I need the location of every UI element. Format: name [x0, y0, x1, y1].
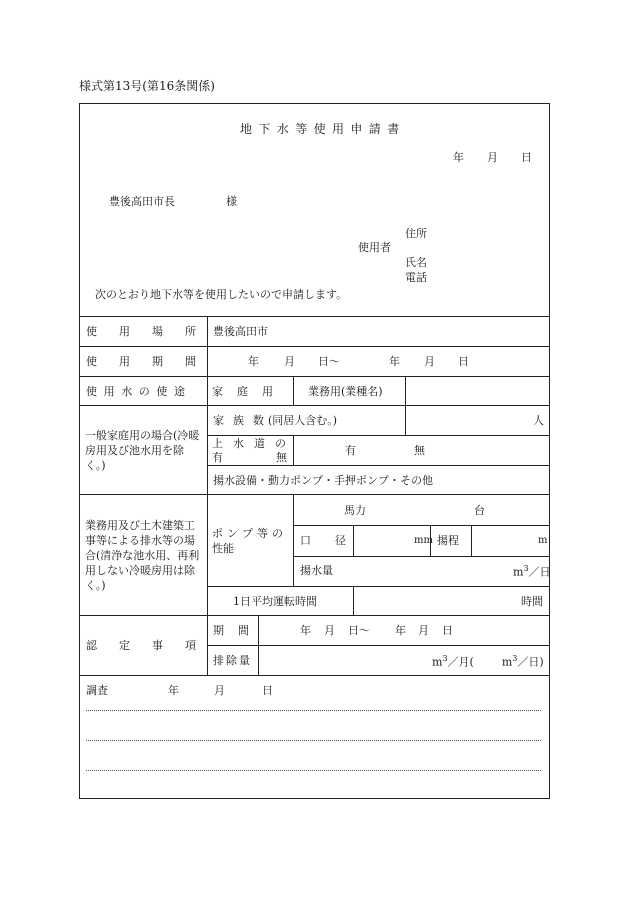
water-supply-label-yes: 有	[212, 451, 223, 464]
water-supply-no: 無	[414, 444, 425, 457]
form-number: 様式第13号(第16条関係)	[79, 79, 215, 93]
form-title-text: 地下水等使用申請書	[240, 122, 406, 136]
pump-performance-label: ポンプ等の	[212, 527, 287, 540]
column-divider	[353, 586, 354, 615]
pump-volume-unit-m: m	[513, 565, 524, 579]
cubic-superscript: 3	[442, 654, 448, 663]
cubic-superscript: 3	[523, 564, 529, 573]
location-value: 豊後高田市	[213, 325, 268, 338]
row-divider	[79, 316, 550, 317]
discharge-label: 排除量	[213, 654, 252, 667]
row-divider	[79, 494, 550, 495]
purpose-business-option: 業務用(業種名)	[308, 385, 383, 398]
phone-label: 電話	[405, 271, 427, 284]
form-title	[240, 122, 406, 136]
row-divider	[207, 435, 550, 436]
business-label: 業務用及び土木建築工事等による排水等の場合(清浄な池水用、再利用しない冷暖房用は除く。)	[85, 519, 200, 592]
water-supply-label-no: 無	[276, 451, 287, 464]
horsepower-label: 馬力	[344, 504, 366, 517]
lift-unit: m	[538, 535, 548, 546]
approval-day-2: 日	[442, 624, 453, 637]
cubic-superscript: 3	[512, 654, 518, 663]
lift-label: 揚程	[437, 534, 459, 547]
diameter-unit: mm	[414, 535, 433, 546]
family-count-label: 家族数	[213, 414, 273, 427]
survey-dotted-line	[86, 710, 541, 711]
diameter-label: 口径	[300, 534, 370, 547]
approval-day-1: 日〜	[348, 624, 370, 637]
discharge-unit-m-2: m	[501, 655, 513, 669]
household-label: 一般家庭用の場合(冷暖房用及び池水用を除く。)	[85, 429, 200, 472]
pump-equipment: 揚水設備・動力ポンプ・手押ポンプ・その他	[213, 474, 433, 487]
row-divider	[79, 675, 550, 676]
name-label: 氏名	[405, 256, 427, 269]
family-count-note: (同居人含む。)	[268, 414, 338, 427]
purpose-home-option: 家庭用	[212, 385, 287, 398]
header-month: 月	[487, 151, 498, 164]
period-month-1: 月	[284, 355, 295, 368]
column-divider	[293, 494, 294, 586]
period-year-1: 年	[248, 355, 259, 368]
approval-month-1: 月	[324, 624, 335, 637]
column-divider	[207, 316, 208, 675]
approval-label: 認定事項	[86, 639, 218, 652]
user-label: 使用者	[358, 241, 391, 254]
purpose-label: 使用水の使途	[86, 385, 192, 398]
pump-volume-unit	[513, 565, 551, 578]
pump-volume-label: 揚水量	[300, 564, 333, 577]
honorific: 様	[226, 195, 237, 208]
units-label: 台	[474, 504, 485, 517]
period-day-1: 日〜	[318, 355, 340, 368]
survey-day: 日	[262, 684, 273, 697]
row-divider	[79, 346, 550, 347]
discharge-unit-day: ／日)	[517, 655, 544, 669]
row-divider	[79, 376, 550, 377]
operating-time-unit: 時間	[521, 595, 543, 608]
period-day-2: 日	[458, 355, 469, 368]
pump-volume-unit-tail: ／日	[528, 565, 551, 579]
row-divider	[207, 465, 550, 466]
family-count-unit: 人	[533, 414, 544, 427]
row-divider	[293, 525, 550, 526]
survey-label: 調査	[86, 684, 108, 697]
discharge-unit	[432, 655, 544, 668]
survey-month: 月	[214, 684, 225, 697]
operating-time-label: 1日平均運転時間	[233, 595, 317, 608]
row-divider	[79, 405, 550, 406]
addressee: 豊後高田市長	[109, 195, 175, 208]
location-label: 使用場所	[86, 325, 218, 338]
approval-year-1: 年	[300, 624, 311, 637]
approval-period-label: 期間	[213, 624, 263, 637]
water-supply-label: 上水道の	[212, 437, 296, 450]
survey-year: 年	[168, 684, 179, 697]
column-divider	[405, 376, 406, 435]
row-divider	[293, 556, 550, 557]
discharge-unit-month: ／月(	[447, 655, 474, 669]
column-divider	[293, 376, 294, 405]
row-divider	[207, 586, 550, 587]
address-label: 住所	[405, 227, 427, 240]
approval-month-2: 月	[418, 624, 429, 637]
survey-dotted-line	[86, 770, 541, 771]
column-divider	[471, 525, 472, 556]
period-label: 使用期間	[86, 355, 218, 368]
pump-performance-label-2: 性能	[212, 542, 234, 555]
approval-year-2: 年	[395, 624, 406, 637]
water-supply-yes: 有	[345, 444, 356, 457]
discharge-unit-m: m	[432, 655, 443, 669]
period-month-2: 月	[424, 355, 435, 368]
statement: 次のとおり地下水等を使用したいので申請します。	[95, 288, 348, 301]
survey-dotted-line	[86, 740, 541, 741]
period-year-2: 年	[389, 355, 400, 368]
header-day: 日	[521, 151, 532, 164]
header-year: 年	[453, 151, 464, 164]
row-divider	[79, 615, 550, 616]
